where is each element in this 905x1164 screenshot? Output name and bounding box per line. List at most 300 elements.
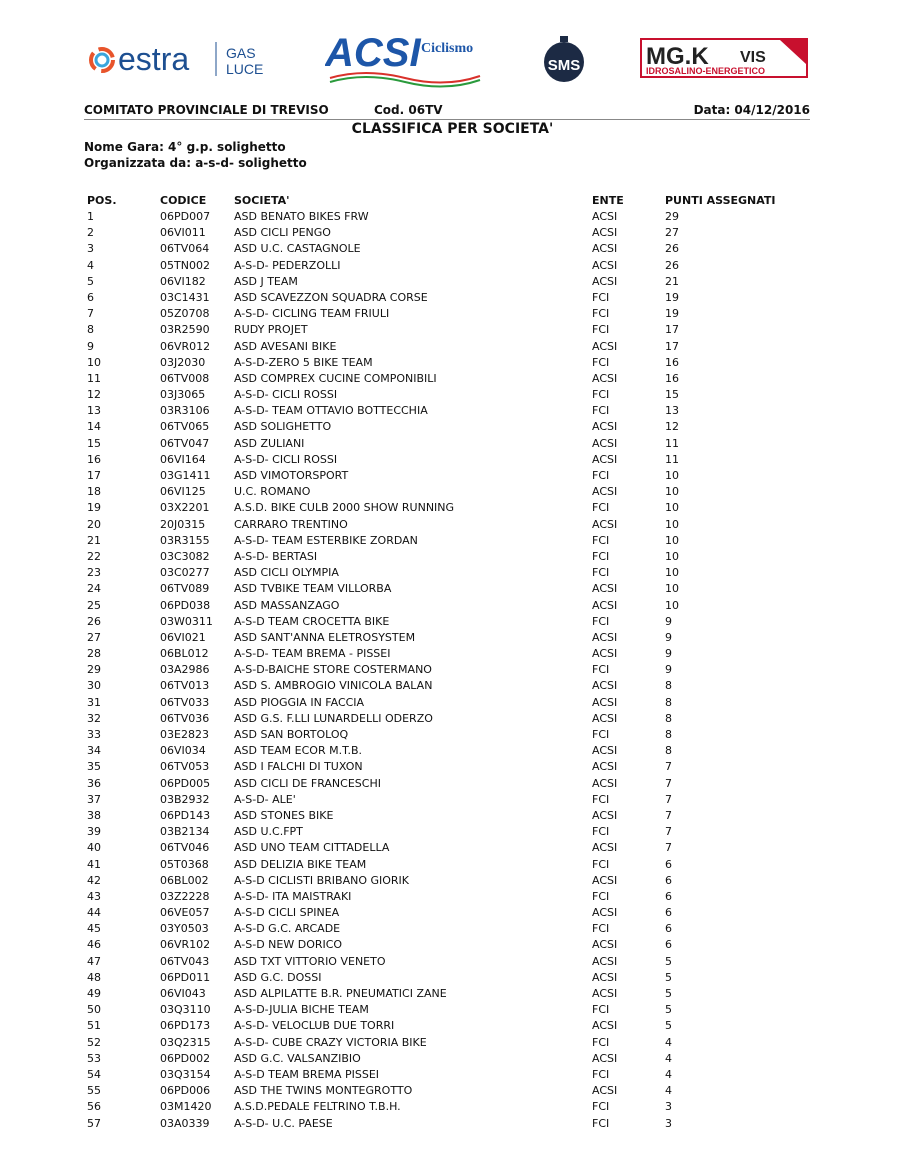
row-ente: FCI: [592, 889, 610, 903]
row-team: A-S-D- TEAM OTTAVIO BOTTECCHIA: [234, 404, 428, 418]
row-code: 03M1420: [160, 1100, 212, 1114]
svg-text:GAS: GAS: [226, 45, 256, 61]
row-team: ASD U.C.FPT: [234, 825, 303, 839]
row-ente: ACSI: [592, 485, 618, 499]
row-points: 16: [665, 371, 679, 385]
row-ente: FCI: [592, 549, 610, 563]
svg-text:ACSI: ACSI: [325, 31, 421, 75]
table-row: [87, 663, 827, 679]
row-ente: FCI: [592, 533, 610, 547]
row-code: 06TV033: [160, 695, 210, 709]
row-ente: ACSI: [592, 420, 618, 434]
row-ente: FCI: [592, 663, 610, 677]
row-ente: ACSI: [592, 210, 618, 223]
row-points: 5: [665, 1019, 672, 1033]
row-team: A-S-D- CICLI ROSSI: [234, 452, 338, 466]
row-code: 06VE057: [160, 906, 210, 920]
row-points: 9: [665, 647, 672, 661]
row-pos: 54: [87, 1067, 101, 1081]
row-team: ASD J TEAM: [234, 274, 298, 288]
row-ente: ACSI: [592, 808, 618, 822]
row-team: ASD TVBIKE TEAM VILLORBA: [234, 582, 392, 596]
table-row: [87, 242, 827, 258]
row-pos: 2: [87, 226, 94, 240]
row-code: 06VI182: [160, 274, 206, 288]
row-ente: FCI: [592, 1116, 610, 1130]
row-team: A-S-D-ZERO 5 BIKE TEAM: [234, 355, 373, 369]
table-row: [87, 696, 827, 712]
row-team: A.S.D. BIKE CULB 2000 SHOW RUNNING: [234, 501, 455, 515]
row-team: ASD MASSANZAGO: [234, 598, 340, 612]
row-code: 06TV089: [160, 582, 210, 596]
row-team: A-S-D- PEDERZOLLI: [234, 258, 341, 272]
row-code: 03X2201: [160, 501, 210, 515]
row-team: ASD G.C. VALSANZIBIO: [234, 1051, 361, 1065]
table-row: [87, 226, 827, 242]
svg-text:LUCE: LUCE: [226, 61, 264, 77]
column-header-team: SOCIETA': [234, 194, 290, 207]
row-ente: FCI: [592, 728, 610, 741]
row-code: 06TV065: [160, 420, 210, 434]
row-pos: 22: [87, 549, 101, 563]
row-points: 10: [665, 533, 679, 547]
row-team: ASD PIOGGIA IN FACCIA: [234, 695, 365, 709]
row-ente: ACSI: [592, 760, 618, 774]
row-points: 6: [665, 906, 672, 920]
row-team: ASD COMPREX CUCINE COMPONIBILI: [234, 371, 437, 385]
row-code: 06VI021: [160, 630, 206, 644]
row-ente: FCI: [592, 355, 610, 369]
table-row: [87, 955, 827, 971]
row-ente: ACSI: [592, 970, 618, 984]
row-pos: 13: [87, 404, 101, 418]
table-row: [87, 210, 827, 226]
row-pos: 41: [87, 857, 101, 871]
row-points: 19: [665, 290, 679, 304]
row-ente: FCI: [592, 323, 610, 337]
table-row: [87, 388, 827, 404]
row-pos: 14: [87, 420, 101, 434]
race-name: Nome Gara: 4° g.p. solighetto: [84, 140, 286, 154]
table-row: [87, 566, 827, 582]
row-points: 6: [665, 857, 672, 871]
row-pos: 56: [87, 1100, 101, 1114]
row-ente: FCI: [592, 922, 610, 936]
row-pos: 42: [87, 873, 101, 887]
row-team: A-S-D TEAM CROCETTA BIKE: [234, 614, 390, 628]
row-team: ASD TEAM ECOR M.T.B.: [234, 744, 363, 758]
table-row: [87, 323, 827, 339]
row-pos: 39: [87, 825, 101, 839]
row-pos: 40: [87, 841, 101, 855]
row-points: 29: [665, 210, 679, 223]
table-row: [87, 291, 827, 307]
row-code: 03B2134: [160, 825, 210, 839]
row-team: A-S-D NEW DORICO: [234, 938, 343, 952]
table-row: [87, 777, 827, 793]
estra-logo: [88, 36, 288, 80]
row-team: A-S-D- ALE': [234, 792, 296, 806]
row-code: 06TV008: [160, 371, 210, 385]
row-ente: ACSI: [592, 226, 618, 240]
row-ente: ACSI: [592, 371, 618, 385]
row-points: 11: [665, 436, 679, 450]
row-team: ASD SAN BORTOLOQ: [234, 728, 349, 741]
row-points: 6: [665, 938, 672, 952]
row-points: 11: [665, 452, 679, 466]
table-row: [87, 647, 827, 663]
table-row: [87, 809, 827, 825]
row-ente: FCI: [592, 825, 610, 839]
row-code: 06VI043: [160, 987, 206, 1000]
row-points: 10: [665, 469, 679, 482]
committee-name: COMITATO PROVINCIALE DI TREVISO: [84, 103, 329, 117]
table-row: [87, 744, 827, 760]
row-points: 3: [665, 1100, 672, 1114]
table-row: [87, 615, 827, 631]
row-pos: 44: [87, 906, 101, 920]
row-pos: 48: [87, 970, 101, 984]
row-points: 7: [665, 792, 672, 806]
row-team: ASD STONES BIKE: [234, 808, 334, 822]
row-code: 06TV047: [160, 436, 210, 450]
table-row: [87, 420, 827, 436]
row-points: 21: [665, 274, 679, 288]
row-pos: 4: [87, 258, 94, 272]
table-row: [87, 1084, 827, 1100]
row-pos: 35: [87, 760, 101, 774]
table-header: [87, 194, 827, 210]
table-row: [87, 356, 827, 372]
table-row: [87, 1003, 827, 1019]
row-points: 8: [665, 695, 672, 709]
row-team: A-S-D CICLISTI BRIBANO GIORIK: [234, 873, 410, 887]
row-team: ASD CICLI DE FRANCESCHI: [234, 776, 381, 790]
column-header-points: PUNTI ASSEGNATI: [665, 194, 776, 207]
table-row: [87, 518, 827, 534]
committee-code: Cod. 06TV: [374, 103, 443, 117]
svg-text:Ciclismo: Ciclismo: [421, 41, 474, 56]
row-points: 4: [665, 1051, 672, 1065]
row-ente: ACSI: [592, 938, 618, 952]
row-points: 8: [665, 679, 672, 693]
row-points: 17: [665, 323, 679, 337]
row-ente: FCI: [592, 290, 610, 304]
row-team: A-S-D G.C. ARCADE: [234, 922, 341, 936]
row-team: A-S-D- CICLING TEAM FRIULI: [234, 307, 390, 321]
row-code: 06PD011: [160, 970, 211, 984]
row-code: 03J2030: [160, 355, 206, 369]
row-pos: 57: [87, 1116, 101, 1130]
row-code: 06TV064: [160, 242, 210, 256]
row-code: 03Q3110: [160, 1003, 211, 1017]
row-pos: 49: [87, 987, 101, 1000]
table-row: [87, 874, 827, 890]
row-team: A-S-D TEAM BREMA PISSEI: [234, 1067, 380, 1081]
row-pos: 43: [87, 889, 101, 903]
row-points: 3: [665, 1116, 672, 1130]
row-pos: 46: [87, 938, 101, 952]
table-row: [87, 582, 827, 598]
row-points: 27: [665, 226, 679, 240]
row-code: 06PD002: [160, 1051, 211, 1065]
row-points: 15: [665, 388, 679, 402]
row-pos: 10: [87, 355, 101, 369]
row-team: A-S-D- U.C. PAESE: [234, 1116, 333, 1130]
row-pos: 31: [87, 695, 101, 709]
row-points: 13: [665, 404, 679, 418]
row-points: 6: [665, 873, 672, 887]
row-code: 06PD005: [160, 776, 211, 790]
row-pos: 3: [87, 242, 94, 256]
row-points: 8: [665, 728, 672, 741]
row-code: 03Q2315: [160, 1035, 211, 1049]
row-code: 03Y0503: [160, 922, 209, 936]
row-ente: ACSI: [592, 711, 618, 725]
table-row: [87, 858, 827, 874]
table-row: [87, 404, 827, 420]
row-points: 19: [665, 307, 679, 321]
row-ente: ACSI: [592, 258, 618, 272]
page-title: CLASSIFICA PER SOCIETA': [351, 121, 554, 137]
row-pos: 27: [87, 630, 101, 644]
table-row: [87, 679, 827, 695]
row-ente: ACSI: [592, 906, 618, 920]
row-ente: FCI: [592, 404, 610, 418]
table-row: [87, 938, 827, 954]
row-ente: ACSI: [592, 517, 618, 531]
row-points: 10: [665, 501, 679, 515]
row-points: 10: [665, 566, 679, 580]
row-pos: 32: [87, 711, 101, 725]
table-row: [87, 550, 827, 566]
row-team: ASD G.S. F.LLI LUNARDELLI ODERZO: [234, 711, 433, 725]
row-points: 7: [665, 825, 672, 839]
row-pos: 55: [87, 1084, 101, 1098]
table-row: [87, 890, 827, 906]
table-row: [87, 307, 827, 323]
row-code: 06TV053: [160, 760, 210, 774]
table-row: [87, 971, 827, 987]
row-ente: FCI: [592, 1003, 610, 1017]
row-code: 03R3106: [160, 404, 210, 418]
row-pos: 12: [87, 388, 101, 402]
column-header-code: CODICE: [160, 194, 207, 207]
table-row: [87, 275, 827, 291]
row-pos: 18: [87, 485, 101, 499]
row-ente: FCI: [592, 388, 610, 402]
row-team: A-S-D- ITA MAISTRAKI: [234, 889, 352, 903]
row-pos: 51: [87, 1019, 101, 1033]
row-team: A-S-D CICLI SPINEA: [234, 906, 340, 920]
row-code: 03A0339: [160, 1116, 210, 1130]
table-row: [87, 259, 827, 275]
row-team: ASD G.C. DOSSI: [234, 970, 322, 984]
row-pos: 30: [87, 679, 101, 693]
row-ente: FCI: [592, 857, 610, 871]
sms-logo: [540, 34, 588, 86]
row-team: A-S-D-BAICHE STORE COSTERMANO: [234, 663, 432, 677]
row-pos: 36: [87, 776, 101, 790]
row-pos: 17: [87, 469, 101, 482]
svg-text:IDROSALINO-ENERGETICO: IDROSALINO-ENERGETICO: [646, 66, 766, 76]
row-code: 06VR102: [160, 938, 211, 952]
svg-text:MG.K: MG.K: [646, 43, 709, 70]
row-ente: ACSI: [592, 630, 618, 644]
table-row: [87, 340, 827, 356]
row-code: 03G1411: [160, 469, 211, 482]
row-pos: 25: [87, 598, 101, 612]
row-code: 06PD038: [160, 598, 211, 612]
row-ente: ACSI: [592, 1051, 618, 1065]
table-row: [87, 922, 827, 938]
row-code: 06BL002: [160, 873, 209, 887]
row-team: ASD DELIZIA BIKE TEAM: [234, 857, 367, 871]
row-team: CARRARO TRENTINO: [234, 517, 348, 531]
row-team: A-S-D- VELOCLUB DUE TORRI: [234, 1019, 395, 1033]
row-points: 12: [665, 420, 679, 434]
row-points: 10: [665, 517, 679, 531]
table-body: [87, 210, 827, 1133]
row-pos: 50: [87, 1003, 101, 1017]
table-row: [87, 453, 827, 469]
row-points: 4: [665, 1035, 672, 1049]
row-code: 03A2986: [160, 663, 210, 677]
acsi-ciclismo-logo: [325, 30, 485, 88]
row-ente: ACSI: [592, 274, 618, 288]
row-ente: ACSI: [592, 436, 618, 450]
row-team: ASD VIMOTORSPORT: [234, 469, 349, 482]
row-points: 5: [665, 970, 672, 984]
row-pos: 15: [87, 436, 101, 450]
row-ente: ACSI: [592, 695, 618, 709]
row-team: A-S-D- CICLI ROSSI: [234, 388, 338, 402]
row-points: 17: [665, 339, 679, 353]
row-team: ASD CICLI OLYMPIA: [234, 566, 339, 580]
row-team: ASD ALPILATTE B.R. PNEUMATICI ZANE: [234, 987, 447, 1000]
row-code: 03E2823: [160, 728, 209, 741]
row-team: ASD SOLIGHETTO: [234, 420, 332, 434]
row-points: 16: [665, 355, 679, 369]
row-pos: 8: [87, 323, 94, 337]
header-rule: [84, 119, 810, 120]
row-points: 8: [665, 711, 672, 725]
row-points: 7: [665, 776, 672, 790]
row-points: 6: [665, 922, 672, 936]
row-team: A-S-D- CUBE CRAZY VICTORIA BIKE: [234, 1035, 427, 1049]
row-points: 4: [665, 1084, 672, 1098]
row-code: 06PD143: [160, 808, 211, 822]
row-points: 5: [665, 954, 672, 968]
table-row: [87, 1052, 827, 1068]
row-pos: 29: [87, 663, 101, 677]
row-points: 5: [665, 987, 672, 1000]
row-team: ASD S. AMBROGIO VINICOLA BALAN: [234, 679, 433, 693]
estra-logo-text: estra: [118, 41, 190, 77]
svg-text:SMS: SMS: [547, 57, 581, 74]
row-team: ASD THE TWINS MONTEGROTTO: [234, 1084, 413, 1098]
row-ente: ACSI: [592, 452, 618, 466]
row-ente: ACSI: [592, 744, 618, 758]
table-row: [87, 712, 827, 728]
row-team: ASD AVESANI BIKE: [234, 339, 337, 353]
row-ente: FCI: [592, 469, 610, 482]
mgk-vis-logo: [640, 38, 808, 78]
row-team: ASD CICLI PENGO: [234, 226, 331, 240]
row-ente: ACSI: [592, 1084, 618, 1098]
row-pos: 16: [87, 452, 101, 466]
row-ente: ACSI: [592, 873, 618, 887]
row-pos: 28: [87, 647, 101, 661]
row-ente: ACSI: [592, 647, 618, 661]
row-pos: 7: [87, 307, 94, 321]
row-points: 5: [665, 1003, 672, 1017]
row-pos: 33: [87, 728, 101, 741]
table-row: [87, 1068, 827, 1084]
row-pos: 11: [87, 371, 101, 385]
row-ente: FCI: [592, 501, 610, 515]
row-points: 9: [665, 630, 672, 644]
row-points: 8: [665, 744, 672, 758]
row-code: 06VI034: [160, 744, 206, 758]
row-points: 10: [665, 485, 679, 499]
table-row: [87, 1117, 827, 1133]
ranking-table: [87, 194, 827, 1133]
row-code: 06TV046: [160, 841, 210, 855]
row-points: 26: [665, 258, 679, 272]
row-code: 20J0315: [160, 517, 206, 531]
row-team: ASD U.C. CASTAGNOLE: [234, 242, 361, 256]
table-row: [87, 1019, 827, 1035]
row-code: 05TN002: [160, 258, 210, 272]
row-ente: ACSI: [592, 987, 618, 1000]
table-row: [87, 1036, 827, 1052]
row-team: ASD SCAVEZZON SQUADRA CORSE: [234, 290, 428, 304]
row-ente: FCI: [592, 614, 610, 628]
table-row: [87, 728, 827, 744]
table-row: [87, 793, 827, 809]
row-ente: FCI: [592, 792, 610, 806]
table-row: [87, 631, 827, 647]
row-points: 7: [665, 760, 672, 774]
row-code: 06PD006: [160, 1084, 211, 1098]
sponsor-logos: [0, 28, 905, 88]
document-date: Data: 04/12/2016: [693, 103, 810, 117]
row-team: ASD BENATO BIKES FRW: [234, 210, 369, 223]
row-code: 06BL012: [160, 647, 209, 661]
row-code: 06VR012: [160, 339, 211, 353]
row-pos: 37: [87, 792, 101, 806]
row-team: RUDY PROJET: [234, 323, 308, 337]
table-row: [87, 485, 827, 501]
row-ente: ACSI: [592, 582, 618, 596]
row-ente: ACSI: [592, 776, 618, 790]
row-points: 10: [665, 549, 679, 563]
row-points: 6: [665, 889, 672, 903]
row-points: 7: [665, 808, 672, 822]
row-points: 10: [665, 598, 679, 612]
row-points: 9: [665, 663, 672, 677]
row-points: 7: [665, 841, 672, 855]
row-points: 4: [665, 1067, 672, 1081]
table-row: [87, 501, 827, 517]
table-row: [87, 906, 827, 922]
row-points: 10: [665, 582, 679, 596]
table-row: [87, 760, 827, 776]
row-ente: ACSI: [592, 1019, 618, 1033]
row-code: 06PD007: [160, 210, 211, 223]
row-pos: 6: [87, 290, 94, 304]
